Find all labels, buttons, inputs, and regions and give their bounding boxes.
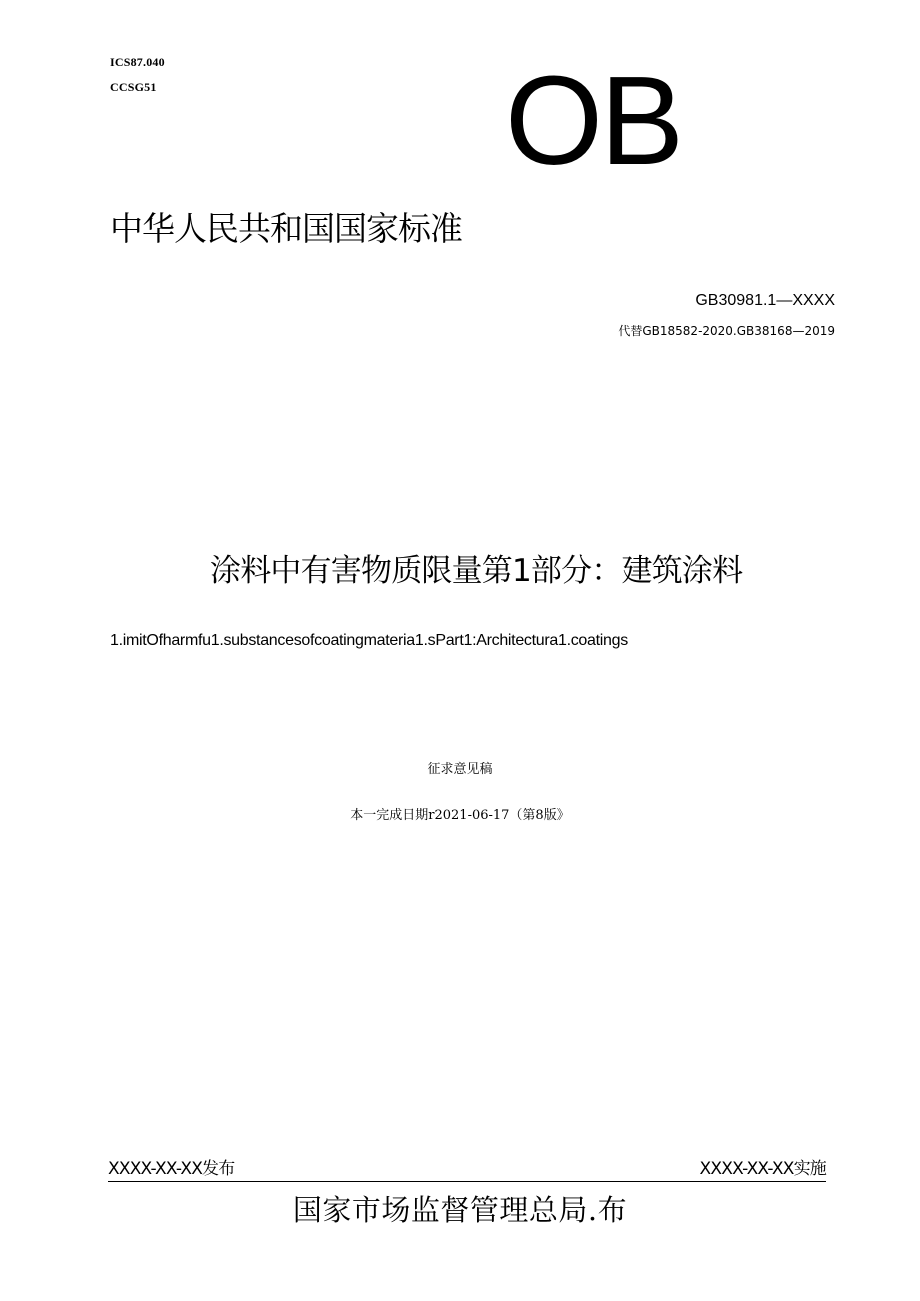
gb-logo: OB: [505, 50, 682, 191]
publish-date: XXXX-XX-XX发布: [108, 1159, 235, 1179]
standard-type-title: 中华人民共和国国家标准: [110, 209, 462, 248]
standard-number: GB30981.1—XXXX: [695, 292, 835, 309]
ccs-code: CCSG51: [110, 80, 157, 94]
draft-status-label: 征求意见稿: [427, 762, 493, 777]
ics-code: ICS87.040: [110, 55, 165, 69]
document-title-english: 1.imitOfharmfu1.substancesofcoatingmateria1.sPart1:Architectura1.coatings: [110, 632, 628, 649]
completion-date: 本一完成日期r2021-06-17（第8版》: [350, 808, 570, 823]
replaced-standards: 代替GB18582-2020.GB38168—2019: [618, 324, 835, 338]
document-title-chinese: 涂料中有害物质限量第1部分：建筑涂料: [210, 553, 743, 589]
publish-effective-row: [108, 1157, 826, 1182]
effective-date: XXXX-XX-XX实施: [699, 1159, 826, 1179]
issuing-authority: 国家市场监督管理总局.布: [292, 1193, 628, 1227]
